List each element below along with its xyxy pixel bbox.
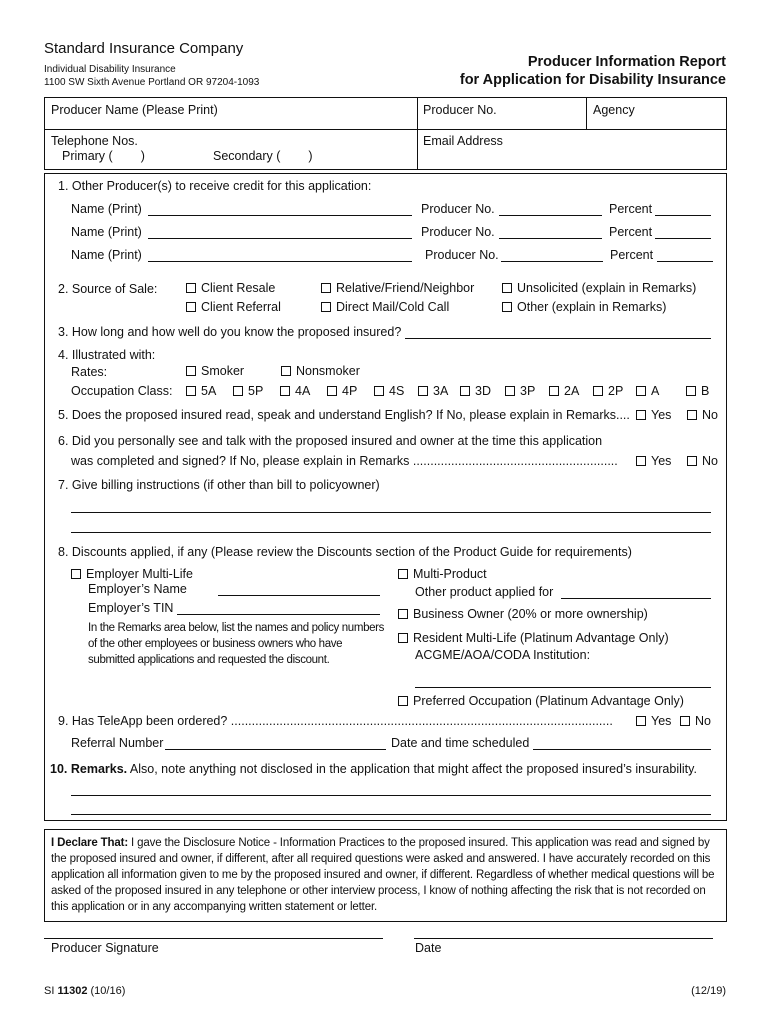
relative-friend-checkbox[interactable]: Relative/Friend/Neighbor [321, 281, 474, 295]
unsolicited-checkbox[interactable]: Unsolicited (explain in Remarks) [502, 281, 696, 295]
q1-percent-input-3[interactable] [657, 261, 713, 262]
q1-producer-no-label-1: Producer No. [421, 202, 495, 216]
class-3d-checkbox[interactable]: 3D [460, 384, 491, 398]
referral-number-label: Referral Number [71, 736, 164, 750]
q1-producer-no-input-3[interactable] [501, 261, 603, 262]
date-time-scheduled-input[interactable] [533, 749, 711, 750]
q1-percent-input-1[interactable] [655, 215, 711, 216]
class-4s-checkbox[interactable]: 4S [374, 384, 404, 398]
employer-multi-life-checkbox[interactable]: Employer Multi-Life [71, 567, 193, 581]
q6-no-checkbox[interactable]: No [687, 454, 718, 468]
q1-producer-no-input-2[interactable] [499, 238, 602, 239]
other-product-label: Other product applied for [415, 585, 554, 599]
other-product-input[interactable] [561, 598, 711, 599]
class-4a-checkbox[interactable]: 4A [280, 384, 310, 398]
class-a-checkbox[interactable]: A [636, 384, 659, 398]
q1-producer-no-label-3: Producer No. [425, 248, 499, 262]
revision-date: (12/19) [691, 985, 726, 997]
q5-label: 5. Does the proposed insured read, speak and understand English? If No, please explain in Remarks.... [58, 408, 630, 422]
resident-multi-life-checkbox[interactable]: Resident Multi-Life (Platinum Advantage Only) [398, 631, 669, 645]
form-number: SI 11302 (10/16) [44, 985, 126, 997]
email-field[interactable]: Email Address [423, 134, 503, 148]
client-resale-checkbox[interactable]: Client Resale [186, 281, 275, 295]
form-title-line2: for Application for Disability Insurance [459, 72, 726, 88]
q1-name-input-3[interactable] [148, 261, 412, 262]
class-3p-checkbox[interactable]: 3P [505, 384, 535, 398]
q5-yes-checkbox[interactable]: Yes [636, 408, 671, 422]
producer-no-field[interactable]: Producer No. [423, 103, 497, 117]
class-4p-checkbox[interactable]: 4P [327, 384, 357, 398]
preferred-occupation-checkbox[interactable]: Preferred Occupation (Platinum Advantage Only) [398, 694, 684, 708]
q3-input[interactable] [405, 338, 711, 339]
remarks-input-line1[interactable] [71, 795, 711, 796]
q8-label: 8. Discounts applied, if any (Please review the Discounts section of the Product Guide for requirements) [58, 545, 632, 559]
q3-label: 3. How long and how well do you know the proposed insured? [58, 325, 402, 339]
q1-name-input-1[interactable] [148, 215, 412, 216]
q5-no-checkbox[interactable]: No [687, 408, 718, 422]
company-address: 1100 SW Sixth Avenue Portland OR 97204-1093 [44, 77, 260, 88]
remarks-input-line2[interactable] [71, 814, 711, 815]
q7-label: 7. Give billing instructions (if other than bill to policyowner) [58, 478, 380, 492]
smoker-checkbox[interactable]: Smoker [186, 364, 244, 378]
q6-label-line2: was completed and signed? If No, please explain in Remarks ........................................................... [71, 454, 618, 468]
q6-label-line1: 6. Did you personally see and talk with the proposed insured and owner at the time this application [58, 434, 603, 448]
class-2a-checkbox[interactable]: 2A [549, 384, 579, 398]
date-time-scheduled-label: Date and time scheduled [391, 736, 530, 750]
other-source-checkbox[interactable]: Other (explain in Remarks) [502, 300, 666, 314]
agency-field[interactable]: Agency [593, 103, 635, 117]
client-referral-checkbox[interactable]: Client Referral [186, 300, 281, 314]
q2-label: 2. Source of Sale: [58, 282, 158, 296]
class-5a-checkbox[interactable]: 5A [186, 384, 216, 398]
q9-yes-checkbox[interactable]: Yes [636, 714, 671, 728]
q1-percent-label-2: Percent [609, 225, 653, 239]
company-name: Standard Insurance Company [44, 40, 244, 57]
date-label: Date [415, 941, 442, 955]
q7-input-line2[interactable] [71, 532, 711, 533]
rates-label: Rates: [71, 365, 108, 379]
employers-tin-label: Employer’s TIN [88, 601, 174, 615]
q7-input-line1[interactable] [71, 512, 711, 513]
q6-yes-checkbox[interactable]: Yes [636, 454, 671, 468]
declaration-text: I Declare That: I gave the Disclosure Notice - Information Practices to the proposed insured. This application was read and signed by the proposed insured and owner, if different, after all required questions were asked and answered. I have accurately recorded on this application all information given to me by the proposed insured and owner, if different. Regardless of whether medical questions will be asked of the proposed insured in any telephone or other interview process, I know of nothing affecting the risk that is not recorded on this application or in any accompanying written statement or letter. [51, 837, 715, 913]
q1-percent-label-3: Percent [610, 248, 654, 262]
class-3a-checkbox[interactable]: 3A [418, 384, 448, 398]
q1-name-label-3: Name (Print) [71, 248, 142, 262]
form-title-line1: Producer Information Report [527, 54, 726, 70]
direct-mail-checkbox[interactable]: Direct Mail/Cold Call [321, 300, 449, 314]
employers-tin-input[interactable] [177, 614, 380, 615]
employers-name-label: Employer’s Name [88, 582, 187, 596]
nonsmoker-checkbox[interactable]: Nonsmoker [281, 364, 360, 378]
q4-label: 4. Illustrated with: [58, 348, 156, 362]
q1-name-label-2: Name (Print) [71, 225, 142, 239]
producer-signature-input[interactable] [44, 938, 383, 939]
q1-label: 1. Other Producer(s) to receive credit for this application: [58, 179, 372, 193]
multi-product-checkbox[interactable]: Multi-Product [398, 567, 487, 581]
occupation-class-label: Occupation Class: [71, 384, 173, 398]
division-name: Individual Disability Insurance [44, 64, 176, 75]
q9-label: 9. Has TeleApp been ordered? .............................................................................................................. [58, 714, 613, 728]
acgme-label: ACGME/AOA/CODA Institution: [415, 648, 591, 662]
q10-label: 10. Remarks. Also, note anything not disclosed in the application that might affect the proposed insured’s insurability. [50, 762, 697, 776]
q1-producer-no-label-2: Producer No. [421, 225, 495, 239]
business-owner-checkbox[interactable]: Business Owner (20% or more ownership) [398, 607, 648, 621]
q1-percent-input-2[interactable] [655, 238, 711, 239]
telephone-label: Telephone Nos. [51, 134, 138, 148]
q1-percent-label-1: Percent [609, 202, 653, 216]
class-b-checkbox[interactable]: B [686, 384, 709, 398]
q9-no-checkbox[interactable]: No [680, 714, 711, 728]
acgme-input[interactable] [415, 687, 711, 688]
remarks-note: In the Remarks area below, list the names and policy numbers of the other employees or business owners who have submitted applications and requested the discount. [88, 622, 385, 666]
q1-producer-no-input-1[interactable] [499, 215, 602, 216]
class-2p-checkbox[interactable]: 2P [593, 384, 623, 398]
producer-signature-label: Producer Signature [51, 941, 159, 955]
class-5p-checkbox[interactable]: 5P [233, 384, 263, 398]
q1-name-label-1: Name (Print) [71, 202, 142, 216]
secondary-phone-field[interactable]: Secondary ( ) [213, 149, 313, 163]
date-input[interactable] [414, 938, 713, 939]
primary-phone-field[interactable]: Primary ( ) [62, 149, 145, 163]
employers-name-input[interactable] [218, 595, 380, 596]
q1-name-input-2[interactable] [148, 238, 412, 239]
referral-number-input[interactable] [165, 749, 386, 750]
producer-name-field[interactable]: Producer Name (Please Print) [51, 103, 218, 117]
